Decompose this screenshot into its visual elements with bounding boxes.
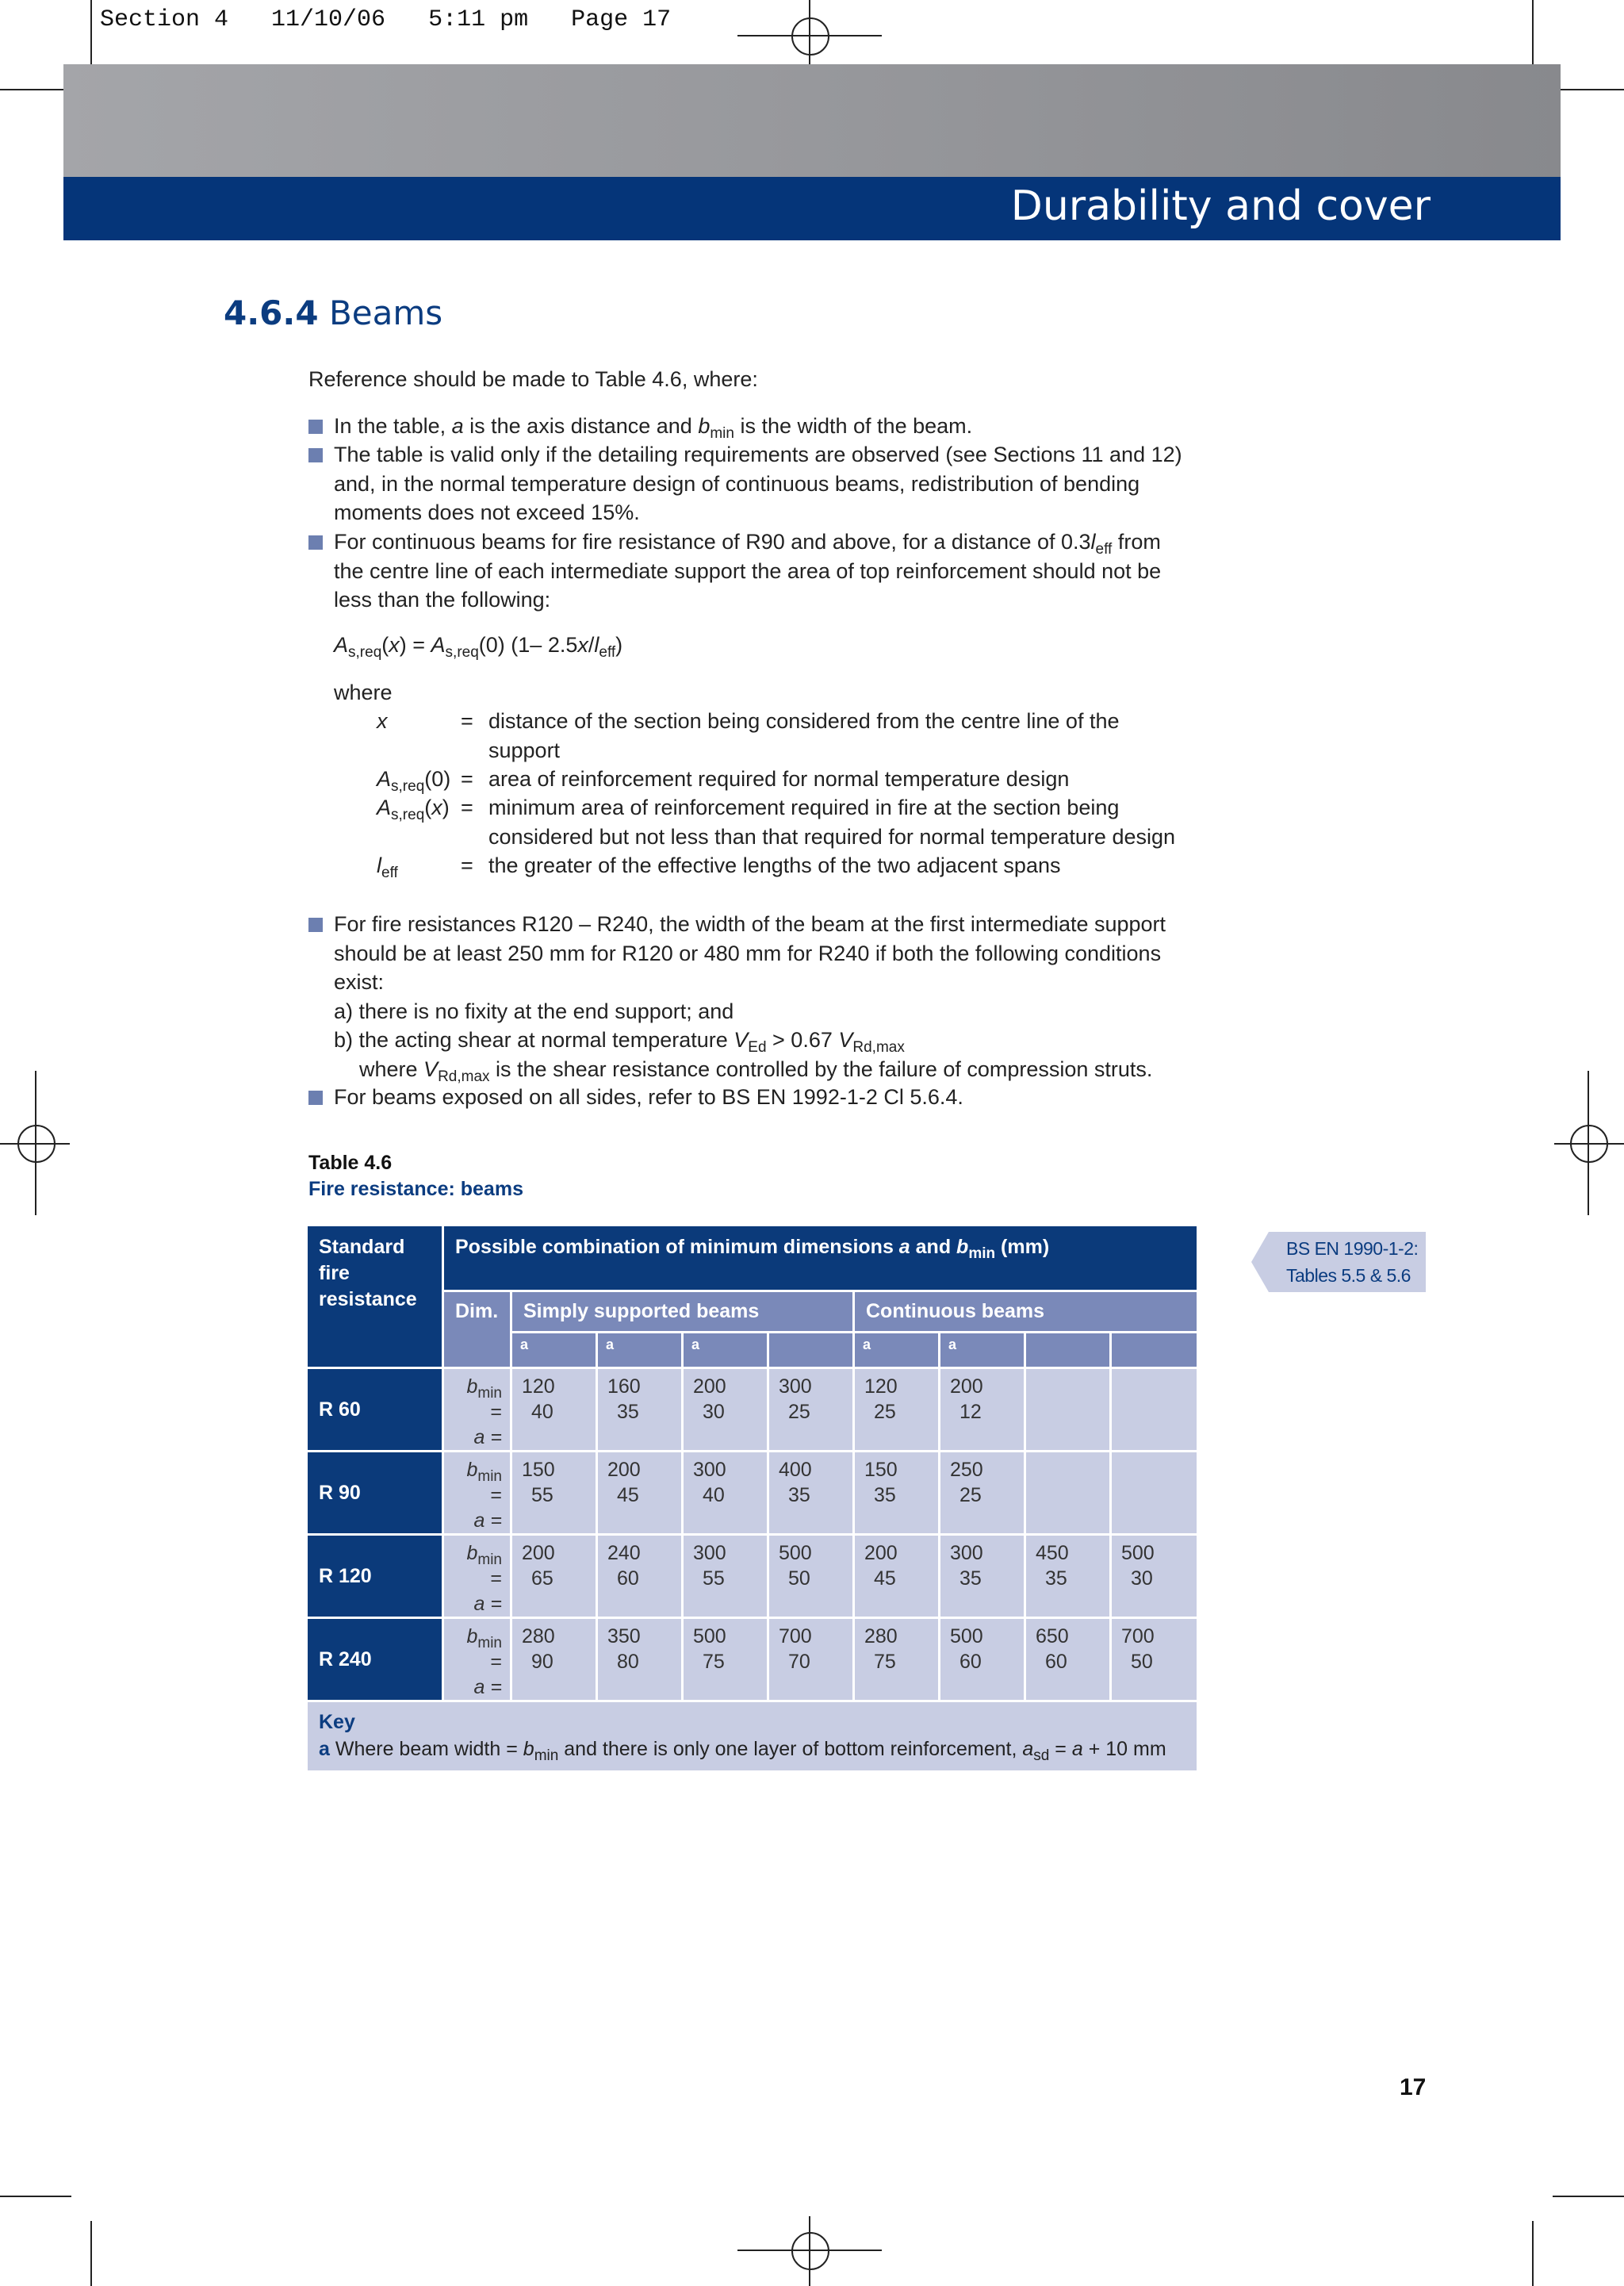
where-definition: the greater of the effective lengths of the two adjacent spans (488, 853, 1061, 877)
bullet-square-icon (308, 535, 323, 550)
crop-mark (0, 2196, 71, 2197)
bullet-2: The table is valid only if the detailing requirements are observed (see Sections 11 and 12) and, in the normal temperature design of continuous beams, redistribution of bending moments does not exceed 15%. (334, 443, 1182, 524)
dim-cell: $b_{min}$ = a = (443, 1618, 511, 1701)
section-title: Beams (328, 293, 443, 332)
printer-slug: Section 4 11/10/06 5:11 pm Page 17 (100, 6, 672, 33)
registration-target-icon (17, 1125, 56, 1163)
value-cell: 200 30 (683, 1368, 768, 1452)
header-continuous: Continuous beams (854, 1291, 1198, 1333)
value-cell: 280 75 (854, 1618, 940, 1701)
equals-sign: = (461, 709, 473, 733)
value-cell: 150 35 (854, 1452, 940, 1535)
footnote-mark (1111, 1333, 1198, 1368)
bullet-4: For fire resistances R120 – R240, the width of the beam at the first intermediate support should be at least 250 mm for R120 or 480 mm for R240 if both the following conditions exist: a) there is no fixity at the end support; and b) the acting shear at normal temperature $V_{Ed} > 0.67$ $V_{Rd,max}$ where $V_{Rd,max}$ is the shear resistance controlled by the failure of compression struts. (334, 912, 1166, 1085)
table-row (307, 1368, 1198, 1452)
value-cell: 200 45 (597, 1452, 683, 1535)
fire-resistance-table (305, 1224, 1199, 1773)
value-cell: 700 70 (768, 1618, 854, 1701)
value-cell: 200 45 (854, 1535, 940, 1618)
value-cell: 500 30 (1111, 1535, 1198, 1618)
value-cell (1111, 1368, 1198, 1452)
section-number: 4.6.4 (224, 293, 319, 332)
side-note-reference: BS EN 1990-1-2: Tables 5.5 & 5.6 (1286, 1238, 1419, 1286)
footnote-mark: a (511, 1333, 597, 1368)
header-standard-fire-resistance: Standard fire resistance (307, 1225, 443, 1368)
value-cell (1025, 1368, 1111, 1452)
footnote-mark (768, 1333, 854, 1368)
value-cell (1025, 1452, 1111, 1535)
value-cell: 120 25 (854, 1368, 940, 1452)
where-definition: area of reinforcement required for normal temperature design (488, 767, 1070, 791)
value-cell: 300 35 (940, 1535, 1025, 1618)
value-cell: 300 25 (768, 1368, 854, 1452)
crop-mark (0, 89, 71, 90)
value-cell: 450 35 (1025, 1535, 1111, 1618)
value-cell: 200 12 (940, 1368, 1025, 1452)
crop-mark (90, 2221, 92, 2286)
row-label: R 240 (307, 1618, 443, 1701)
page-number: 17 (1400, 2074, 1427, 2100)
where-definition: distance of the section being considered from the centre line of the support (488, 709, 1120, 762)
header-possible-combination: Possible combination of minimum dimensions a and $b_{min}$ (mm) (443, 1225, 1198, 1291)
bullet-5: For beams exposed on all sides, refer to BS EN 1992-1-2 Cl 5.6.4. (334, 1085, 963, 1109)
bullet-1: In the table, a is the axis distance and $b_{min}$ is the width of the beam. (334, 414, 973, 442)
value-cell: 500 60 (940, 1618, 1025, 1701)
footnote-mark: a (854, 1333, 940, 1368)
table-row (307, 1618, 1198, 1701)
footnote-mark: a (597, 1333, 683, 1368)
bullet-square-icon (308, 1091, 323, 1105)
value-cell: 150 55 (511, 1452, 597, 1535)
header-grey-band (63, 64, 1561, 177)
table-number: Table 4.6 (308, 1152, 393, 1174)
header-simply-supported: Simply supported beams (511, 1291, 854, 1333)
bullet-square-icon (308, 918, 323, 932)
bullet-square-icon (308, 448, 323, 462)
value-cell: 200 65 (511, 1535, 597, 1618)
value-cell: 280 90 (511, 1618, 597, 1701)
where-label: where (334, 681, 393, 704)
value-cell: 700 50 (1111, 1618, 1198, 1701)
crop-mark (1553, 2196, 1624, 2197)
registration-target-icon (791, 2232, 829, 2270)
crop-mark (1553, 89, 1624, 90)
crop-mark (1532, 2221, 1534, 2286)
registration-target-icon (1570, 1125, 1608, 1163)
registration-target-icon (791, 17, 829, 56)
table-title: Fire resistance: beams (308, 1178, 523, 1200)
equals-sign: = (461, 853, 473, 877)
header-title: Durability and cover (1010, 182, 1431, 230)
footnote-mark: a (940, 1333, 1025, 1368)
table-row (307, 1452, 1198, 1535)
value-cell: 300 55 (683, 1535, 768, 1618)
row-label: R 120 (307, 1535, 443, 1618)
where-symbol: $A_{s,req}(0)$ (377, 767, 451, 795)
bullet-3: For continuous beams for fire resistance of R90 and above, for a distance of $0.3l_{eff}$ from the centre line of each intermediate support the area of top reinforcement should not be less than the following: (334, 530, 1162, 612)
value-cell: 160 35 (597, 1368, 683, 1452)
formula: $A_{s,req}(x) = A_{s,req}(0)$ (1– $2.5x/l_{eff}$) (334, 633, 623, 661)
value-cell: 240 60 (597, 1535, 683, 1618)
dim-cell: $b_{min}$ = a = (443, 1368, 511, 1452)
value-cell: 350 80 (597, 1618, 683, 1701)
value-cell: 650 60 (1025, 1618, 1111, 1701)
value-cell: 500 75 (683, 1618, 768, 1701)
value-cell: 250 25 (940, 1452, 1025, 1535)
side-note-arrow (1251, 1232, 1269, 1292)
equals-sign: = (461, 767, 473, 791)
intro-text: Reference should be made to Table 4.6, where: (308, 367, 758, 391)
table-key: Key a Where beam width = $b_{min}$ and there is only one layer of bottom reinforcement, $a_{sd} = a + 10$ mm (307, 1701, 1198, 1772)
equals-sign: = (461, 796, 473, 819)
value-cell (1111, 1452, 1198, 1535)
value-cell: 300 40 (683, 1452, 768, 1535)
footnote-mark: a (683, 1333, 768, 1368)
where-symbol: $A_{s,req}(x)$ (377, 796, 450, 823)
section-heading (224, 293, 442, 332)
header-dim: Dim. (443, 1291, 511, 1368)
crop-mark (1532, 0, 1534, 65)
value-cell: 120 40 (511, 1368, 597, 1452)
row-label: R 60 (307, 1368, 443, 1452)
footnote-mark (1025, 1333, 1111, 1368)
value-cell: 500 50 (768, 1535, 854, 1618)
bullet-square-icon (308, 420, 323, 434)
value-cell: 400 35 (768, 1452, 854, 1535)
crop-mark (90, 0, 92, 65)
where-definition: minimum area of reinforcement required in fire at the section being considered but not less than that required for normal temperature design (488, 796, 1176, 849)
table-row (307, 1535, 1198, 1618)
row-label: R 90 (307, 1452, 443, 1535)
dim-cell: $b_{min}$ = a = (443, 1535, 511, 1618)
where-symbol: x (377, 709, 388, 733)
dim-cell: $b_{min}$ = a = (443, 1452, 511, 1535)
where-symbol: $l_{eff}$ (377, 853, 398, 881)
